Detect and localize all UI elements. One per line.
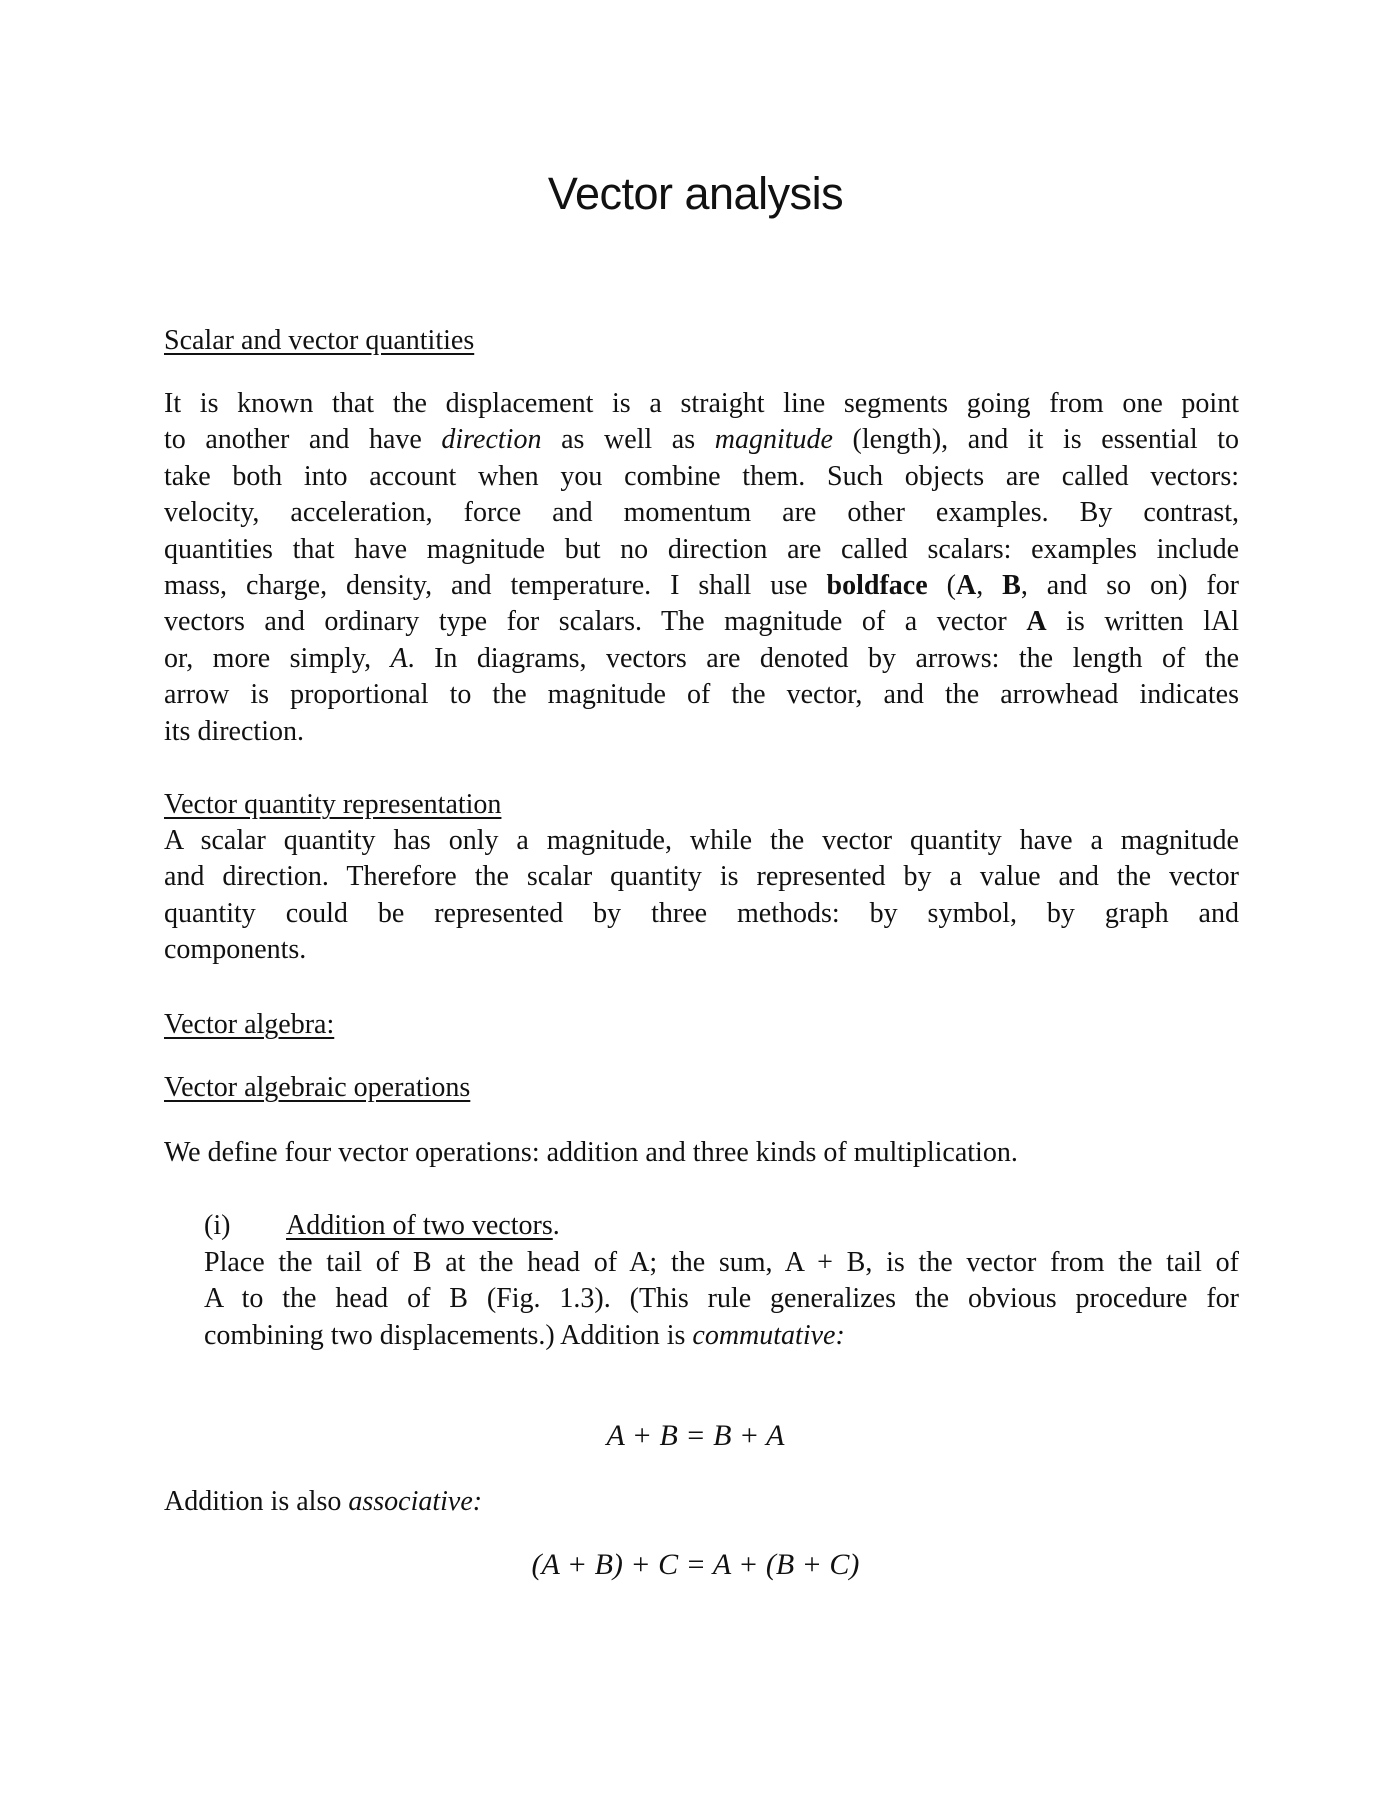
text-run: components.	[164, 934, 307, 966]
text-run: mass, charge, density, and temperature. I shall use	[164, 569, 827, 601]
text-line	[164, 932, 1239, 968]
text-run: ,	[976, 569, 1003, 601]
item-heading-period: .	[552, 1210, 560, 1241]
text-line	[164, 386, 1239, 422]
text-line	[164, 1484, 1239, 1520]
text-run: velocity, acceleration, force and momentum are other examples. By contrast,	[164, 497, 1239, 529]
text-run: combining two displacements.) Addition is	[204, 1319, 693, 1351]
item-heading: Addition of two vectors	[286, 1210, 553, 1241]
section-heading-vector-algebra	[164, 1007, 1239, 1043]
italic-text: commutative:	[692, 1319, 845, 1351]
text-run: as well as	[541, 424, 715, 456]
text-line	[164, 422, 1239, 458]
text-run: Addition is also	[164, 1486, 349, 1517]
italic-text: A	[390, 642, 408, 674]
text-run: or, more simply,	[164, 642, 391, 674]
text-run: take both into account when you combine them. Such objects are called vectors:	[164, 460, 1239, 492]
text-run: Place the tail of B at the head of A; the sum, A + B, is the vector from the tail of	[204, 1247, 1239, 1278]
text-run: to another and have	[164, 424, 442, 456]
text-run: (length), and it is essential to	[832, 424, 1239, 456]
text-line	[164, 896, 1239, 932]
section-heading-representation	[164, 787, 1239, 823]
text-run: vectors and ordinary type for scalars. The magnitude of a vector	[164, 606, 1027, 638]
text-line	[164, 859, 1239, 895]
text-line	[164, 641, 1239, 677]
text-run: arrow is proportional to the magnitude of the vector, and the arrowhead indicates	[164, 679, 1239, 711]
text-line	[164, 495, 1239, 531]
text-run: its direction.	[164, 715, 304, 747]
text-run: and direction. Therefore the scalar quantity is represented by a value and the vector	[164, 861, 1239, 893]
bold-text: boldface	[826, 569, 928, 601]
equation-commutative: A + B = B + A	[606, 1419, 785, 1452]
italic-text: associative:	[348, 1486, 483, 1517]
text-run: . In diagrams, vectors are denoted by arrows: the length of the	[407, 642, 1240, 674]
text-line	[204, 1245, 1239, 1281]
text-line	[164, 604, 1239, 640]
text-line	[164, 459, 1239, 495]
text-line	[164, 677, 1239, 713]
heading-text: Scalar and vector quantities	[164, 325, 475, 356]
bold-text: A	[955, 569, 977, 601]
text-run: (	[927, 569, 956, 601]
text-line	[164, 532, 1239, 568]
list-number: (i)	[204, 1210, 231, 1241]
text-run: A scalar quantity has only a magnitude, while the vector quantity have a magnitude	[164, 825, 1239, 856]
paragraph-scalar-vector	[164, 386, 1239, 750]
paragraph-representation	[164, 823, 1239, 969]
italic-text: magnitude	[714, 424, 833, 456]
list-item-addition-heading	[204, 1208, 1239, 1244]
paragraph-operations-intro	[164, 1135, 1239, 1171]
section-heading-algebraic-operations	[164, 1070, 1239, 1106]
text-run: , and so on) for	[1020, 569, 1240, 601]
bold-text: B	[1002, 569, 1021, 601]
text-line	[164, 823, 1239, 859]
section-heading-scalar-vector	[164, 323, 1239, 359]
text-run: quantities that have magnitude but no direction are called scalars: examples include	[164, 533, 1239, 565]
text-run: quantity could be represented by three methods: by symbol, by graph and	[164, 897, 1239, 929]
text-line	[204, 1281, 1239, 1317]
italic-text: direction	[441, 424, 542, 456]
text-run: A to the head of B (Fig. 1.3). (This rule generalizes the obvious procedure for	[204, 1283, 1239, 1315]
heading-text: Vector algebraic operations	[164, 1072, 471, 1103]
text-run: is written lAl	[1046, 606, 1240, 638]
text-line	[164, 714, 1239, 750]
paragraph-associative	[164, 1484, 1239, 1520]
text-line	[164, 568, 1239, 604]
text-run: It is known that the displacement is a straight line segments going from one point	[164, 388, 1239, 419]
bold-text: A	[1026, 606, 1047, 638]
text-line: We define four vector operations: addition and three kinds of multiplication.	[164, 1137, 1018, 1168]
heading-text: Vector quantity representation	[164, 789, 502, 820]
equation-associative: (A + B) + C = A + (B + C)	[531, 1548, 860, 1581]
paragraph-addition	[204, 1245, 1239, 1354]
heading-text: Vector algebra:	[164, 1009, 335, 1040]
page-title: Vector analysis	[547, 168, 844, 219]
text-line	[204, 1318, 1239, 1354]
